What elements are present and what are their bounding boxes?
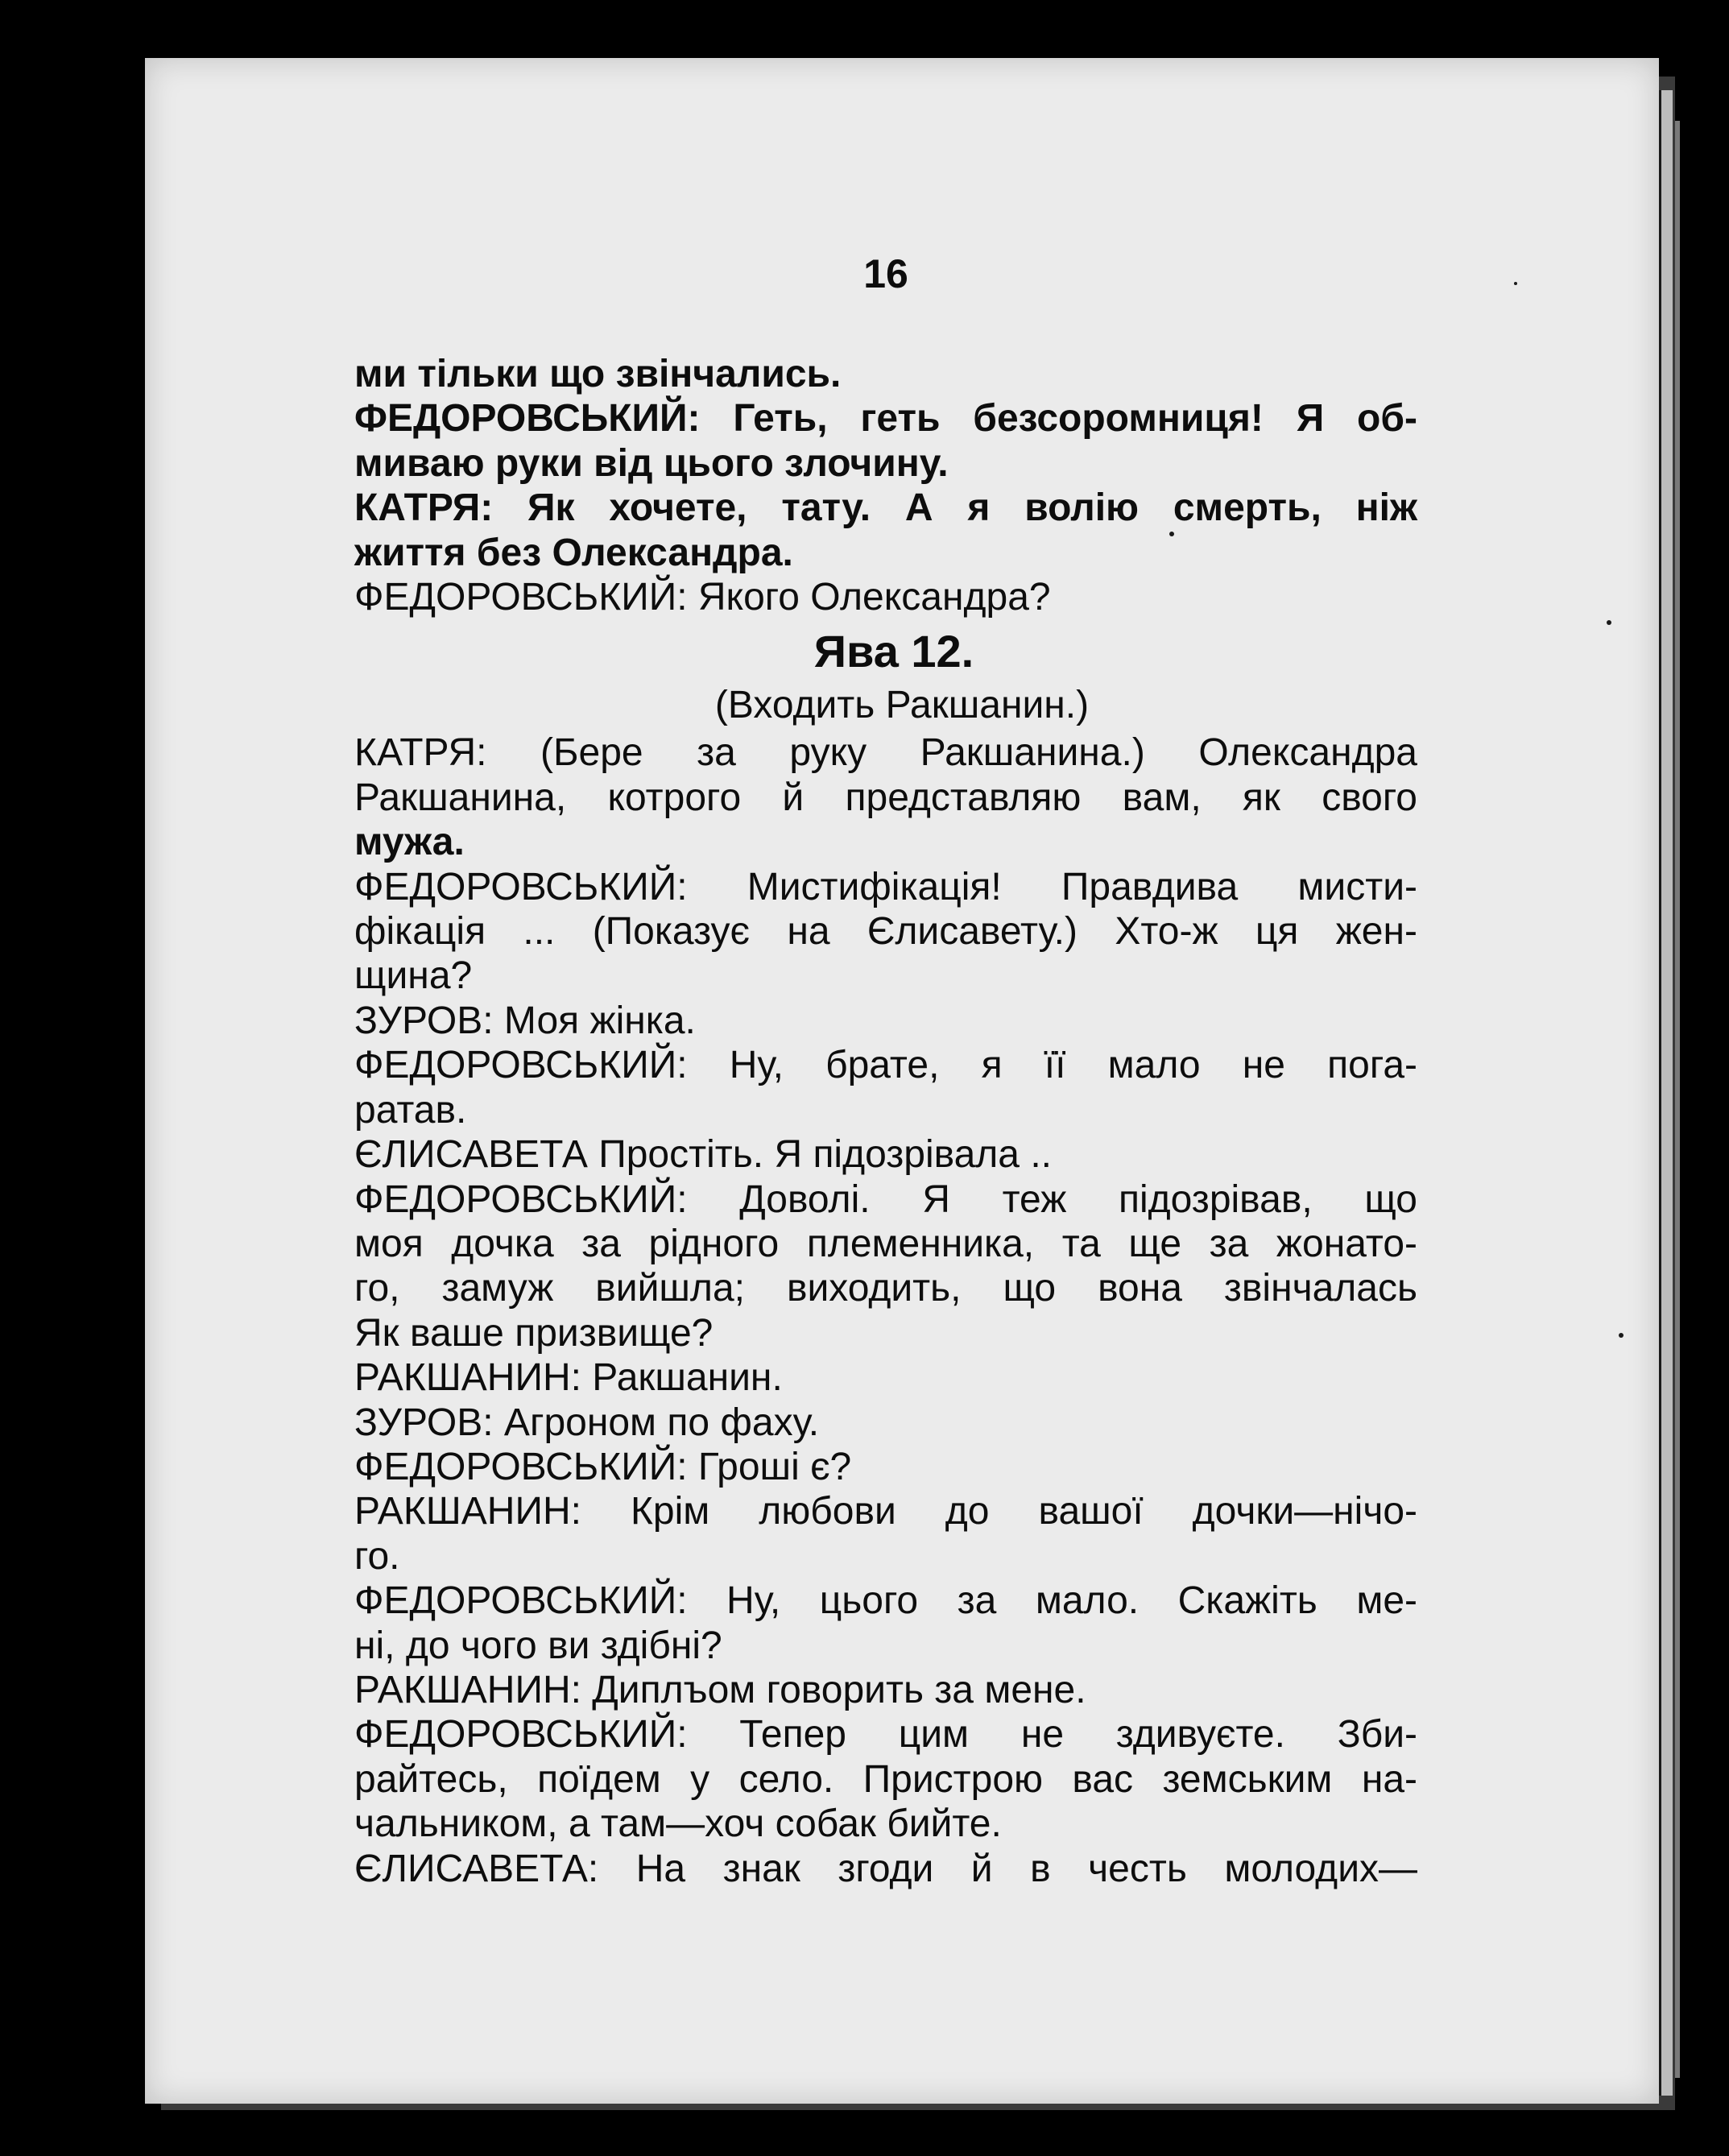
text-line: РАКШАНИН: Крім любови до вашої дочки—нічо- bbox=[354, 1490, 1417, 1533]
text-line: го. bbox=[354, 1534, 400, 1578]
speck bbox=[1514, 282, 1517, 285]
text-line: го, замуж вийшла; виходить, що вона звінчалась bbox=[354, 1267, 1417, 1310]
text-line: миваю руки від цього злочину. bbox=[354, 441, 949, 485]
text-line: ФЕДОРОВСЬКИЙ: Доволі. Я теж підозрівав, що bbox=[354, 1177, 1417, 1221]
text-line: ЄЛИСАВЕТА Простіть. Я підозрівала .. bbox=[354, 1133, 1052, 1177]
text-line: КАТРЯ: Як хочете, тату. А я волію смерть, ніж bbox=[354, 486, 1417, 530]
text-line: ФЕДОРОВСЬКИЙ: Ну, брате, я її мало не пога- bbox=[354, 1044, 1417, 1087]
text-line: ми тільки що звінчались. bbox=[354, 353, 842, 395]
text-line: райтесь, поїдем у село. Пристрою вас земським на- bbox=[354, 1757, 1417, 1801]
text-line: ФЕДОРОВСЬКИЙ: Геть, геть безсоромниця! Я об- bbox=[354, 397, 1417, 441]
text-line: моя дочка за рідного племенника, та ще за жонато- bbox=[354, 1222, 1417, 1265]
text-line: ратав. bbox=[354, 1088, 467, 1132]
text-line: ФЕДОРОВСЬКИЙ: Мистифікація! Правдива мисти- bbox=[354, 865, 1417, 908]
page-edge-shadow bbox=[1675, 121, 1680, 2078]
text-line: фікація ... (Показує на Єлисавету.) Хто-ж ця жен- bbox=[354, 910, 1417, 954]
text-line: чальником, а там—хоч собак бийте. bbox=[354, 1802, 1002, 1846]
dialogue-block-1 bbox=[354, 352, 1417, 619]
text-line: Ракшанина, котрого й представляю вам, як свого bbox=[354, 776, 1417, 819]
text-line: ні, до чого ви здібні? bbox=[354, 1624, 722, 1667]
page-number: 16 bbox=[863, 251, 908, 296]
scene-heading: Ява 12. bbox=[813, 626, 974, 677]
text-line: ФЕДОРОВСЬКИЙ: Тепер цим не здивуєте. Зби- bbox=[354, 1713, 1417, 1757]
text-line: мужа. bbox=[354, 821, 465, 864]
text-line: життя без Олександра. bbox=[354, 531, 793, 574]
speck bbox=[1619, 1333, 1624, 1338]
text-line: ЄЛИСАВЕТА: На знак згоди й в честь молодих— bbox=[354, 1847, 1417, 1890]
text-line: КАТРЯ: (Бере за руку Ракшанина.) Олександра bbox=[354, 731, 1417, 775]
text-line: ЗУРОВ: Моя жінка. bbox=[354, 999, 696, 1042]
text-line: Як ваше призвище? bbox=[354, 1311, 714, 1355]
text-line: щина? bbox=[354, 954, 473, 998]
text-line: ФЕДОРОВСЬКИЙ: Якого Олександра? bbox=[354, 576, 1051, 619]
text-line: РАКШАНИН: Ракшанин. bbox=[354, 1356, 783, 1400]
play-text bbox=[354, 352, 1417, 1891]
text-line: ФЕДОРОВСЬКИЙ: Гроші є? bbox=[354, 1445, 852, 1488]
page-edge bbox=[1659, 90, 1673, 2096]
speck bbox=[1607, 620, 1611, 625]
stage-direction: (Входить Ракшанин.) bbox=[714, 684, 1090, 727]
text-line: ФЕДОРОВСЬКИЙ: Ну, цього за мало. Скажіть ме- bbox=[354, 1579, 1417, 1623]
text-line: РАКШАНИН: Диплъом говорить за мене. bbox=[354, 1668, 1086, 1711]
dialogue-block-2 bbox=[354, 730, 1417, 1891]
speck bbox=[1169, 532, 1174, 536]
text-line: ЗУРОВ: Агроном по фаху. bbox=[354, 1401, 820, 1444]
